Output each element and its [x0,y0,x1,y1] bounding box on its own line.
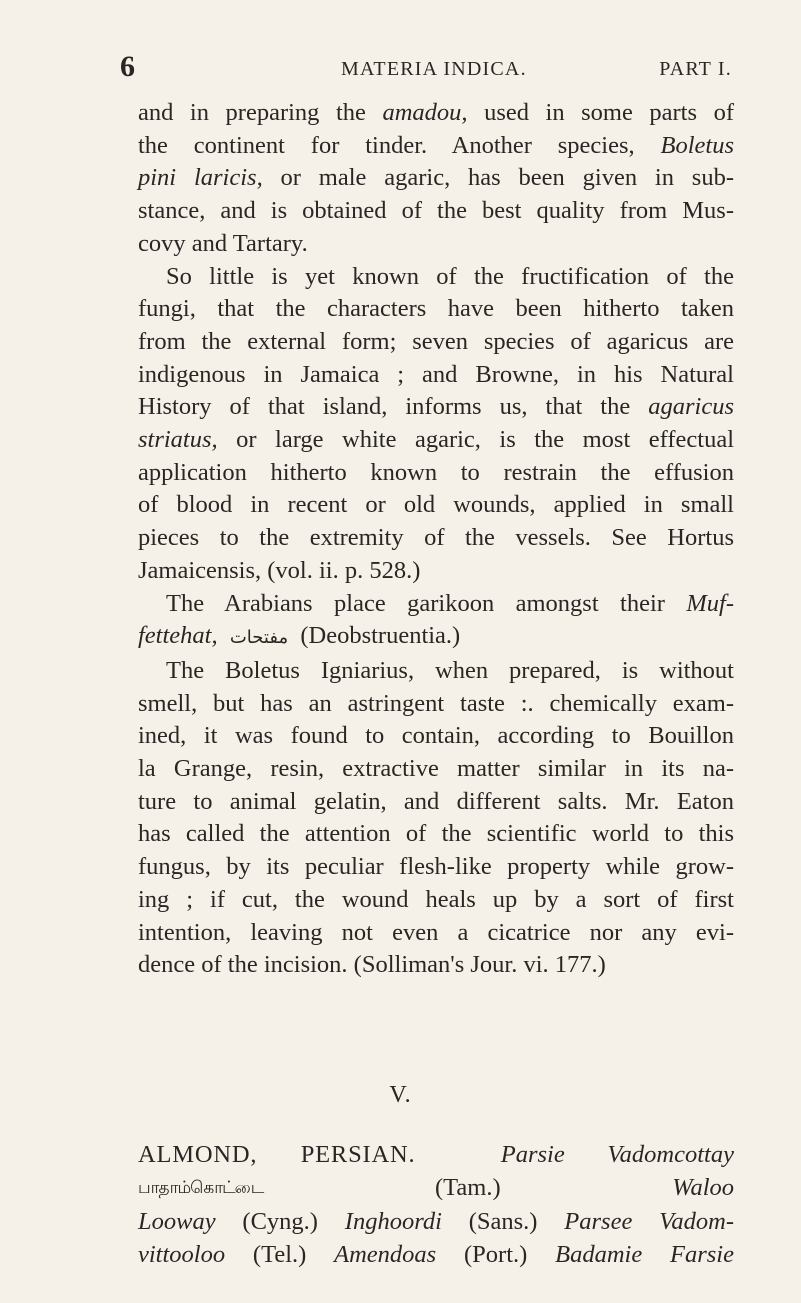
tamil-script: பாதாம்கொட்டை [138,1178,264,1198]
entry-line: Looway (Cyng.) Inghoordi (Sans.) Parsee Vadom- [138,1208,734,1235]
text-line: has called the attention of the scientific world to this [138,820,734,848]
text-line: Jamaicensis, (vol. ii. p. 528.) [138,556,421,584]
entry-heading: ALMOND, PERSIAN. [138,1141,416,1168]
text-line: fettehat, مفتحات (Deobstruentia.) [138,622,461,650]
text-line: fungus, by its peculiar flesh-like property while grow- [138,853,734,881]
text-line: stance, and is obtained of the best quality from Mus- [138,197,734,225]
text-line: fungi, that the characters have been hitherto taken [138,295,734,323]
entry-line: பாதாம்கொட்டை (Tam.) Waloo [138,1171,734,1205]
text-line: The Boletus Igniarius, when prepared, is without [166,656,734,684]
text-line: History of that island, informs us, that the agaricus [138,393,734,421]
entry-line: vittooloo (Tel.) Amendoas (Port.) Badamie Farsie [138,1241,734,1268]
text-line: pieces to the extremity of the vessels. See Hortus [138,524,734,552]
page-number: 6 [120,50,135,83]
entry-almond-persian [138,1138,734,1271]
entry-line: ALMOND, PERSIAN. Parsie Vadomcottay [138,1141,734,1168]
text-line: ture to animal gelatin, and different salts. Mr. Eaton [138,787,734,815]
text-line: the continent for tinder. Another species, Boletus [138,131,734,159]
text-line: pini laricis, or male agaric, has been given in sub- [138,164,734,192]
text-line: indigenous in Jamaica ; and Browne, in his Natural [138,360,734,388]
text-line: The Arabians place garikoon amongst their Muf- [166,589,734,617]
text-line: So little is yet known of the fructification of the [166,262,734,290]
arabic-word: مفتحات [229,627,289,649]
running-title: MATERIA INDICA. [341,58,527,80]
text-line: dence of the incision. (Solliman's Jour. vi. 177.) [138,951,606,979]
text-line: covy and Tartary. [138,229,308,257]
text-line: intention, leaving not even a cicatrice nor any evi- [138,918,734,946]
running-head [120,50,732,84]
text-line: of blood in recent or old wounds, applied in small [138,491,734,519]
text-line: ing ; if cut, the wound heals up by a sort of first [138,885,734,913]
text-line: from the external form; seven species of agaricus are [138,327,734,355]
section-number: V. [389,1082,412,1108]
text-line: application hitherto known to restrain the effusion [138,458,734,486]
text-line: striatus, or large white agaric, is the most effectual [138,426,734,454]
text-line: ined, it was found to contain, according to Bouillon [138,722,734,750]
body-text [138,97,734,982]
part-label: PART I. [659,58,732,80]
text-line: smell, but has an astringent taste :. chemically exam- [138,689,734,717]
text-line: and in preparing the amadou, used in some parts of [138,99,734,126]
text-line: la Grange, resin, extractive matter similar in its na- [138,755,734,783]
